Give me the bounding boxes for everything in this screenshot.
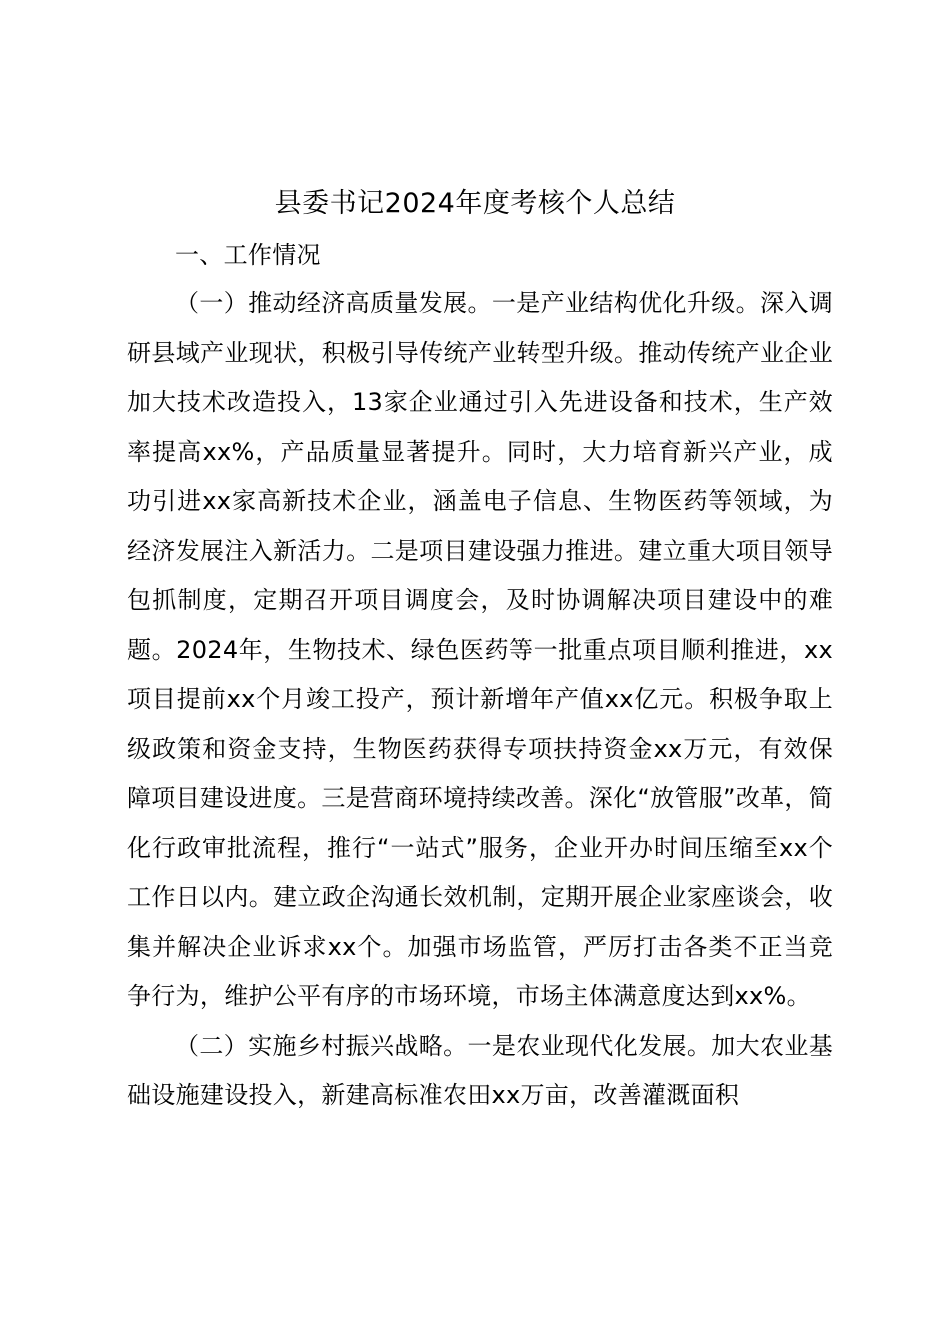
document-title: 县委书记2024年度考核个人总结 — [274, 188, 676, 219]
section-heading: 一、工作情况 — [175, 241, 321, 269]
paragraph: （一）推动经济高质量发展。一是产业结构优化升级。深入调研县域产业现状，积极引导传统产业转型升级。推动传统产业企业加大技术改造投入，13家企业通过引入先进设备和技术，生产效率提高xx%，产品质量显著提升。同时，大力培育新兴产业，成功引进xx家高新技术企业，涵盖电子信息、生物医药等领域，为经济发展注入新活力。二是项目建设强力推进。建立重大项目领导包抓制度，定期召开项目调度会，及时协调解决项目建设中的难题。2024年，生物技术、绿色医药等一批重点项目顺利推进，xx项目提前xx个月竣工投产，预计新增年产值xx亿元。积极争取上级政策和资金支持，生物医药获得专项扶持资金xx万元，有效保障项目建设进度。三是营商环境持续改善。深化“放管服”改革，简化行政审批流程，推行“一站式”服务，企业开办时间压缩至xx个工作日以内。建立政企沟通长效机制，定期开展企业家座谈会，收集并解决企业诉求xx个。加强市场监管，严厉打击各类不正当竞争行为，维护公平有序的市场环境，市场主体满意度达到xx%。 — [127, 289, 833, 1010]
paragraph: （二）实施乡村振兴战略。一是农业现代化发展。加大农业基础设施建设投入，新建高标准农田xx万亩，改善灌溉面积 — [127, 1031, 833, 1109]
document-body — [127, 236, 833, 1121]
